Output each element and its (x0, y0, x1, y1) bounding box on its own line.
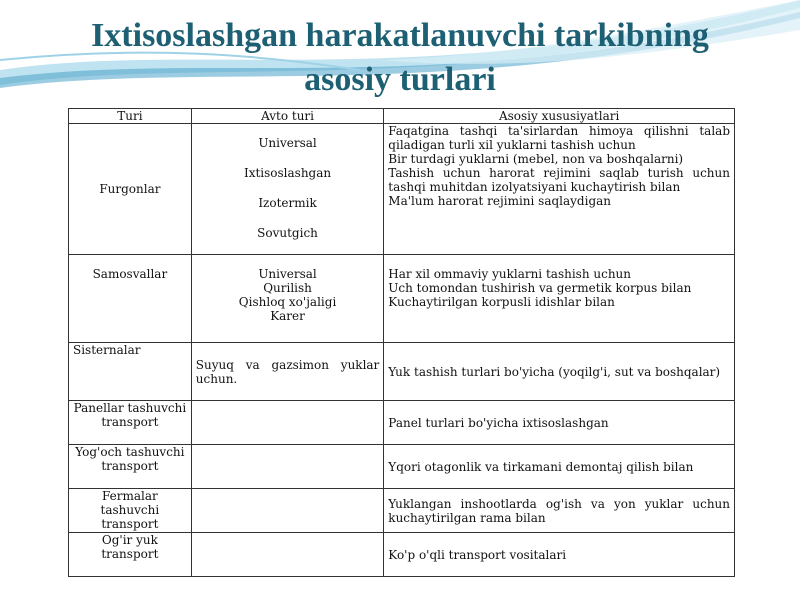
cell-avto-turi (191, 489, 384, 533)
cell-turi: Og'ir yuk transport (69, 533, 192, 577)
table-header-row (69, 109, 735, 124)
cell-features: Ko'p o'qli transport vositalari (384, 533, 735, 577)
page-title-line-2: asosiy turlari (304, 61, 496, 98)
avto-item: Universal (258, 267, 317, 281)
table-row (69, 489, 735, 533)
cell-features: Yuklangan inshootlarda og'ish va yon yuklar uchun kuchaytirilgan rama bilan (384, 489, 735, 533)
table-row (69, 445, 735, 489)
header-avto-turi: Avto turi (191, 109, 384, 124)
table-row (69, 343, 735, 401)
feature-item: Tashish uchun harorat rejimini saqlab turish uchun tashqi muhitdan izolyatsiyani kuchaytirish bilan (388, 166, 730, 194)
header-turi: Turi (69, 109, 192, 124)
feature-item: Bir turdagi yuklarni (mebel, non va boshqalarni) (388, 152, 684, 166)
table-row (69, 401, 735, 445)
feature-item: Uch tomondan tushirish va germetik korpus bilan (388, 281, 692, 295)
cell-features (384, 255, 735, 343)
cell-features: Yqori otagonlik va tirkamani demontaj qilish bilan (384, 445, 735, 489)
feature-item: Faqatgina tashqi ta'sirlardan himoya qilishni talab qiladigan turli xil yuklarni tashish uchun (388, 124, 730, 152)
cell-avto-turi (191, 255, 384, 343)
cell-avto-turi (191, 401, 384, 445)
avto-item: Sovutgich (257, 226, 318, 240)
avto-item: Qurilish (263, 281, 312, 295)
cell-avto-turi (191, 124, 384, 255)
table-row (69, 533, 735, 577)
avto-item: Universal (258, 136, 317, 150)
cell-turi: Fermalar tashuvchi transport (69, 489, 192, 533)
vehicle-types-table (68, 108, 735, 577)
feature-item: Ma'lum harorat rejimini saqlaydigan (388, 194, 612, 208)
page-title-line-1: Ixtisoslashgan harakatlanuvchi tarkibning (91, 17, 709, 54)
cell-avto-turi: Suyuq va gazsimon yuklar uchun. (191, 343, 384, 401)
feature-item: Kuchaytirilgan korpusli idishlar bilan (388, 295, 615, 309)
table-row (69, 124, 735, 255)
page-title (0, 14, 800, 102)
cell-turi: Samosvallar (69, 255, 192, 343)
table-row (69, 255, 735, 343)
cell-features: Panel turlari bo'yicha ixtisoslashgan (384, 401, 735, 445)
cell-turi: Sisternalar (69, 343, 192, 401)
cell-turi: Yog'och tashuvchi transport (69, 445, 192, 489)
cell-turi: Panellar tashuvchi transport (69, 401, 192, 445)
cell-turi: Furgonlar (69, 124, 192, 255)
avto-item: Ixtisoslashgan (243, 166, 332, 180)
cell-features (384, 124, 735, 255)
avto-item: Izotermik (258, 196, 317, 210)
cell-avto-turi (191, 445, 384, 489)
header-asosiy-xususiyatlari: Asosiy xususiyatlari (384, 109, 735, 124)
cell-avto-turi (191, 533, 384, 577)
cell-features: Yuk tashish turlari bo'yicha (yoqilg'i, sut va boshqalar) (384, 343, 735, 401)
avto-item: Qishloq xo'jaligi (238, 295, 337, 309)
feature-item: Har xil ommaviy yuklarni tashish uchun (388, 267, 631, 281)
avto-item: Karer (270, 309, 305, 323)
